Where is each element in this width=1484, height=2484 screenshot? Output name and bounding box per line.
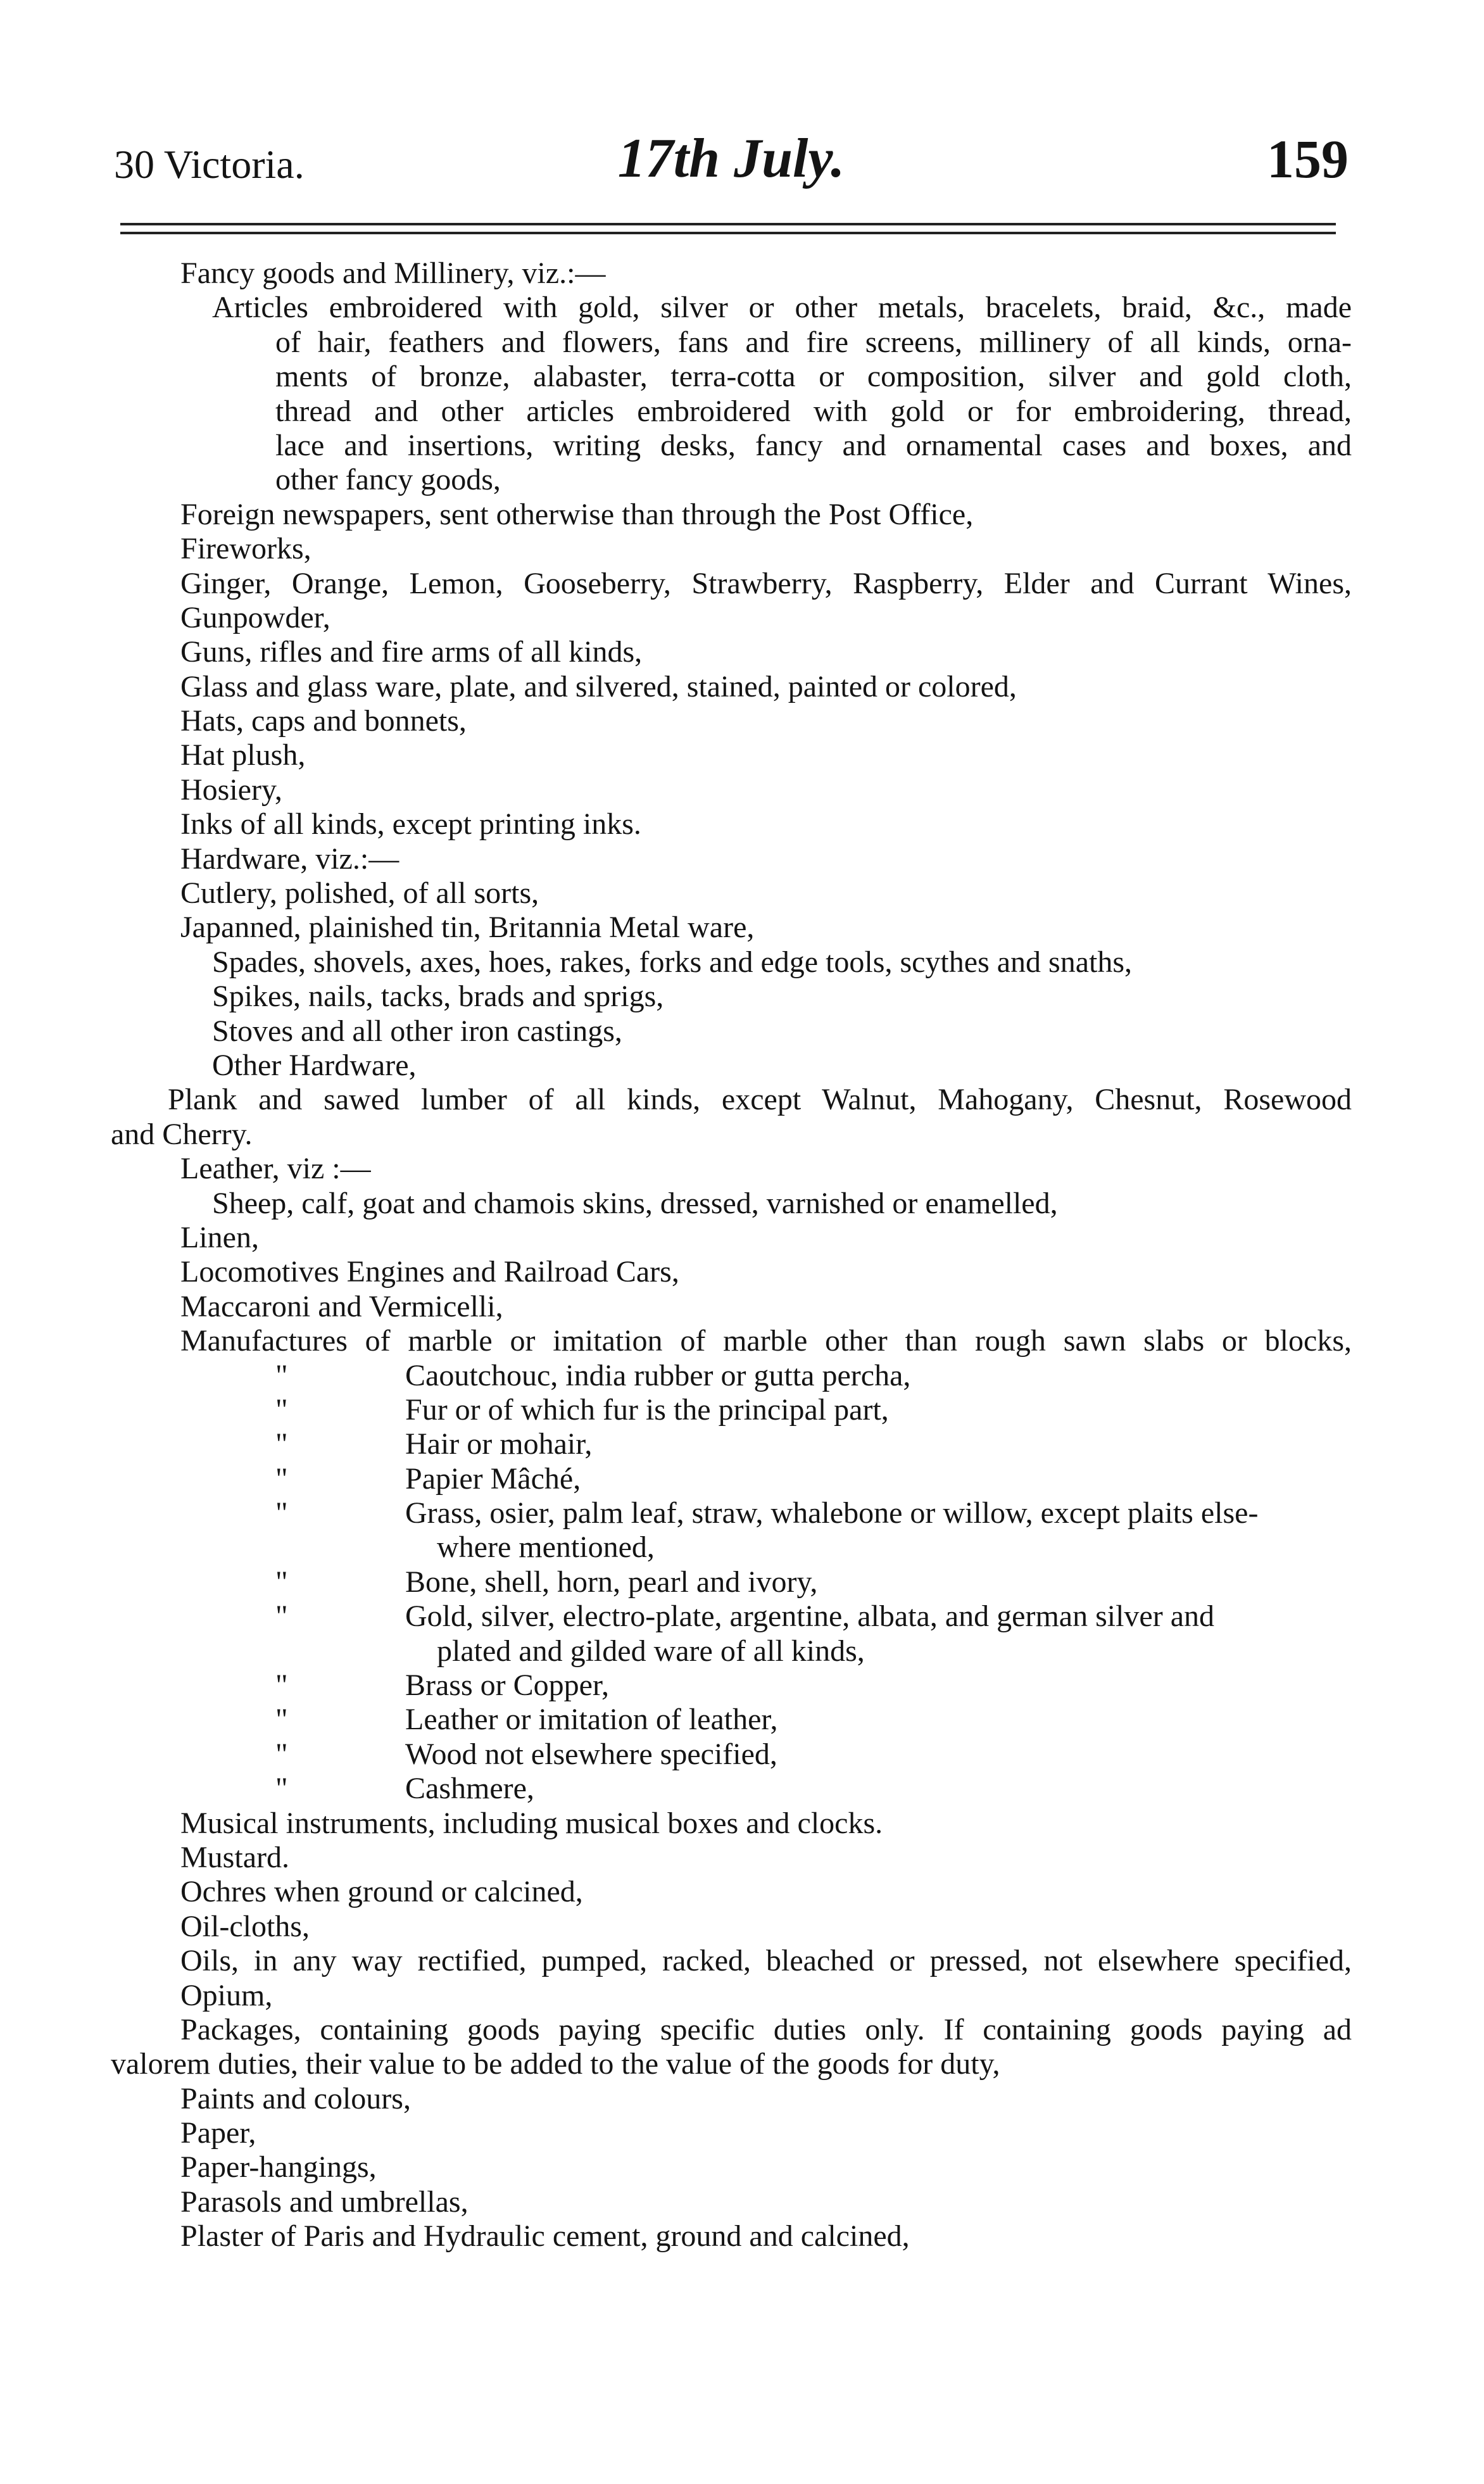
- list-item: [111, 1462, 1352, 1496]
- list-item-text: Leather or imitation of leather,: [405, 1703, 778, 1737]
- list-item: Hat plush,: [180, 738, 306, 772]
- list-item-text: Fur or of which fur is the principal part,: [405, 1392, 889, 1427]
- ditto-mark: ": [275, 1737, 288, 1771]
- list-item: Packages, containing goods paying specific duties only. If containing goods paying ad: [180, 2012, 1352, 2046]
- list-item: Ochres when ground or calcined,: [180, 1875, 583, 1909]
- list-item: [111, 1496, 1352, 1530]
- list-item: Spades, shovels, axes, hoes, rakes, forks and edge tools, scythes and snaths,: [212, 945, 1133, 979]
- list-item: [111, 1737, 1352, 1772]
- list-item: Manufactures of marble or imitation of marble other than rough sawn slabs or blocks,: [180, 1324, 1352, 1358]
- list-item-text: Papier Mâché,: [405, 1461, 581, 1496]
- list-item: [111, 1668, 1352, 1703]
- list-item: Inks of all kinds, except printing inks.: [180, 807, 641, 842]
- list-item: [111, 1772, 1352, 1806]
- page-number: 159: [1267, 129, 1349, 189]
- ditto-mark: ": [275, 1565, 288, 1599]
- list-item: Hosiery,: [180, 772, 282, 807]
- list-item: Hats, caps and bonnets,: [180, 704, 467, 738]
- list-item-text: Brass or Copper,: [405, 1668, 610, 1703]
- list-item: Stoves and all other iron castings,: [212, 1014, 622, 1048]
- header-double-rule: [120, 223, 1336, 234]
- list-item: Musical instruments, including musical boxes and clocks.: [180, 1806, 883, 1840]
- list-item: Fireworks,: [180, 532, 311, 566]
- list-item: Opium,: [180, 1978, 273, 2012]
- list-item: other fancy goods,: [275, 463, 501, 497]
- list-item: Spikes, nails, tacks, brads and sprigs,: [212, 980, 664, 1014]
- ditto-mark: ": [275, 1772, 288, 1806]
- list-item-text: Gold, silver, electro-plate, argentine, albata, and german silver and: [405, 1599, 1215, 1634]
- list-item: Gunpowder,: [180, 600, 330, 634]
- running-head-session: 30 Victoria.: [114, 142, 305, 187]
- list-item-text: Caoutchouc, india rubber or gutta percha,: [405, 1358, 911, 1392]
- list-item: Oils, in any way rectified, pumped, racked, bleached or pressed, not elsewhere specified,: [180, 1944, 1352, 1978]
- list-item: [111, 1427, 1352, 1461]
- list-item: Paper-hangings,: [180, 2150, 377, 2185]
- list-item-text: Wood not elsewhere specified,: [405, 1737, 777, 1771]
- list-item: Oil-cloths,: [180, 1909, 310, 1943]
- list-item: Fancy goods and Millinery, viz.:—: [180, 256, 606, 290]
- ditto-mark: ": [275, 1599, 288, 1634]
- list-item: of hair, feathers and flowers, fans and fire screens, millinery of all kinds, orna-: [275, 325, 1352, 359]
- list-item: and Cherry.: [111, 1117, 253, 1151]
- ditto-mark: ": [275, 1668, 288, 1703]
- ditto-mark: ": [275, 1461, 288, 1496]
- list-item: Sheep, calf, goat and chamois skins, dressed, varnished or enamelled,: [212, 1186, 1058, 1220]
- ditto-mark: ": [275, 1703, 288, 1737]
- list-item-text: plated and gilded ware of all kinds,: [437, 1634, 865, 1668]
- list-item: [111, 1599, 1352, 1634]
- list-item-text: Hair or mohair,: [405, 1427, 593, 1461]
- list-item: [111, 1634, 1352, 1668]
- list-item-text: Bone, shell, horn, pearl and ivory,: [405, 1565, 818, 1599]
- list-item: valorem duties, their value to be added to the value of the goods for duty,: [111, 2047, 1000, 2081]
- list-item: Hardware, viz.:—: [180, 842, 399, 876]
- list-item: Articles embroidered with gold, silver or other metals, bracelets, braid, &c., made: [212, 291, 1352, 325]
- list-item: Cutlery, polished, of all sorts,: [180, 876, 539, 911]
- list-item: lace and insertions, writing desks, fancy and ornamental cases and boxes, and: [275, 428, 1352, 462]
- list-item: [111, 1359, 1352, 1393]
- list-item: [111, 1530, 1352, 1565]
- ditto-mark: ": [275, 1392, 288, 1427]
- list-item: Guns, rifles and fire arms of all kinds,: [180, 635, 643, 669]
- list-item: Mustard.: [180, 1840, 289, 1874]
- list-item-text: where mentioned,: [437, 1530, 655, 1565]
- list-item: Linen,: [180, 1220, 259, 1254]
- ditto-mark: ": [275, 1427, 288, 1461]
- list-item: [111, 1703, 1352, 1737]
- list-item: Ginger, Orange, Lemon, Gooseberry, Strawberry, Raspberry, Elder and Currant Wines,: [180, 566, 1352, 600]
- page-header: [114, 123, 1349, 193]
- list-item: [111, 1565, 1352, 1599]
- ditto-mark: ": [275, 1496, 288, 1530]
- list-item: Plank and sawed lumber of all kinds, except Walnut, Mahogany, Chesnut, Rosewood: [168, 1083, 1352, 1117]
- list-item-text: Cashmere,: [405, 1772, 534, 1806]
- list-item: Leather, viz :—: [180, 1152, 371, 1186]
- list-item: Japanned, plainished tin, Britannia Metal ware,: [180, 911, 755, 945]
- list-item: Plaster of Paris and Hydraulic cement, ground and calcined,: [180, 2219, 910, 2254]
- list-item: Paper,: [180, 2116, 256, 2150]
- list-item: thread and other articles embroidered with gold or for embroidering, thread,: [275, 394, 1352, 428]
- list-item: Foreign newspapers, sent otherwise than through the Post Office,: [180, 497, 974, 531]
- list-item: Other Hardware,: [212, 1048, 417, 1082]
- tariff-list: [111, 256, 1352, 2254]
- list-item: [111, 1393, 1352, 1427]
- list-item: Parasols and umbrellas,: [180, 2185, 468, 2219]
- list-item: Paints and colours,: [180, 2081, 411, 2115]
- list-item-text: Grass, osier, palm leaf, straw, whalebone or willow, except plaits else-: [405, 1496, 1259, 1530]
- list-item: ments of bronze, alabaster, terra-cotta or composition, silver and gold cloth,: [275, 360, 1352, 394]
- list-item: Maccaroni and Vermicelli,: [180, 1289, 503, 1323]
- ditto-mark: ": [275, 1358, 288, 1392]
- list-item: Locomotives Engines and Railroad Cars,: [180, 1255, 679, 1289]
- list-item: Glass and glass ware, plate, and silvered, stained, painted or colored,: [180, 669, 1017, 703]
- running-head-date: 17th July.: [617, 128, 845, 189]
